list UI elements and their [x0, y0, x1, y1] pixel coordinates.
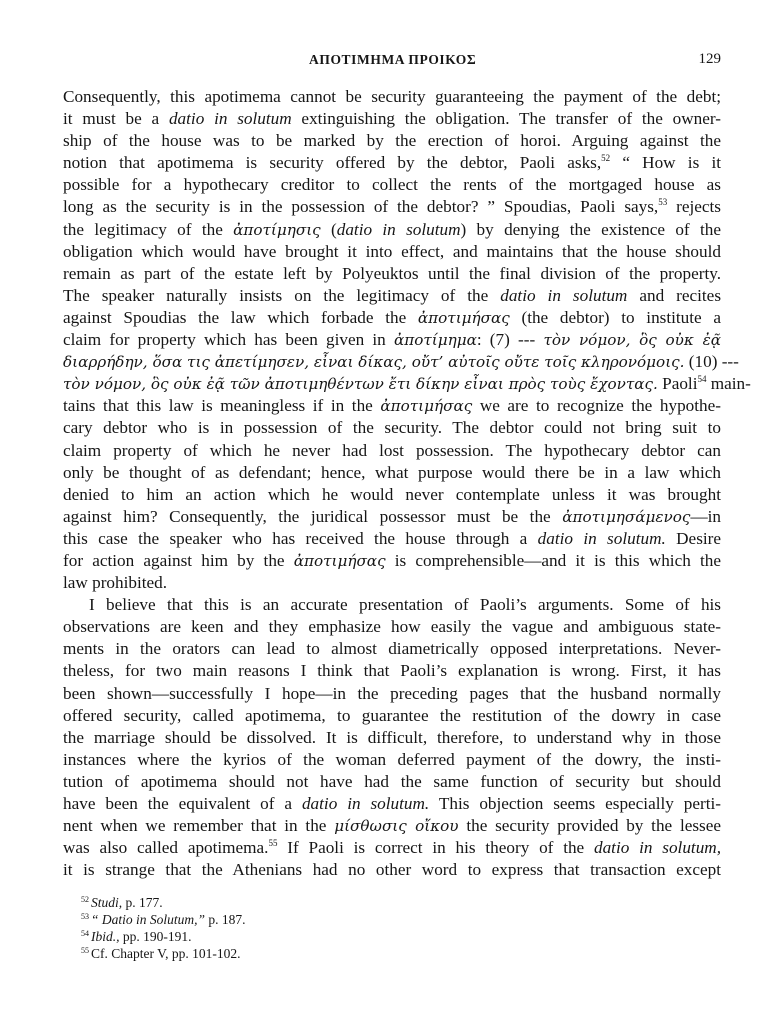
- text-line: theless, for two main reasons I think that Paoli’s explanation is wrong. First, it has: [63, 661, 721, 681]
- running-title: ΑΠΟΤΙΜΗΜΑ ΠΡΟΙΚΟΣ: [309, 52, 477, 67]
- page: [63, 50, 751, 881]
- footnote-ref: 55: [268, 838, 278, 849]
- greek-term: ἀποτιμήσας: [417, 308, 510, 327]
- footnote: $^{54}$ Ibid., pp. 190-191.: [81, 929, 192, 944]
- text-line: claim property of which he never had lost possession. The hypothecary debtor can: [63, 440, 721, 460]
- text-line: claim for property which has been given in ἀποτίμημα: (7) --- τὸν νόμον, ὃς οὐκ ἐᾷ: [63, 330, 721, 350]
- text-line: it must be a datio in solutum extinguishing the obligation. The transfer of the owner-: [63, 109, 721, 129]
- text-line: was also called apotimema.$^{55}$ If Paoli is correct in his theory of the datio in solutum,: [63, 838, 721, 858]
- footnote: $^{53}$ “ Datio in Solutum,” p. 187.: [81, 912, 246, 927]
- greek-term: μίσθωσις οἴκου: [334, 817, 459, 836]
- running-header: [63, 50, 721, 72]
- text-line: it is strange that the Athenians had no other word to express that transaction except: [63, 860, 721, 880]
- greek-quote: τὸν νόμον, ὃς οὐκ ἐᾷ: [543, 331, 721, 350]
- body-text: [63, 86, 751, 881]
- text-line: the marriage should be dissolved. It is difficult, therefore, to understand why in those: [63, 727, 721, 747]
- text-line: tution of apotimema should not have had the same function of security but should: [63, 771, 721, 791]
- text-line: ments in the orators can lead to almost diametrically opposed interpretations. Never-: [63, 639, 721, 659]
- text-line: denied to him an action which he would never contemplate unless it was brought: [63, 484, 721, 504]
- text-line: offered security, called apotimema, to guarantee the restitution of the dowry in case: [63, 705, 721, 725]
- greek-quote: τὸν νόμον, ὃς οὐκ ἐᾷ τῶν ἀποτιμηθέντων ἔτι δίκην εἶναι πρὸς τοὺς ἔχοντας.: [63, 375, 658, 394]
- greek-term: ἀποτίμησις: [233, 220, 321, 239]
- text-line: long as the security is in the possession of the debtor? ” Spoudias, Paoli says,$^{53}$ rejects: [63, 197, 721, 217]
- text-line: only be thought of as defendant; hence, what purpose would there be in a law which: [63, 462, 721, 482]
- text-line: law prohibited.: [63, 573, 168, 593]
- footnote-ref: 53: [658, 197, 668, 208]
- footnote: $^{52}$ Studi, p. 177.: [81, 895, 163, 910]
- footnotes: [81, 894, 246, 962]
- text-line: tains that this law is meaningless if in the ἀποτιμήσας we are to recognize the hypothe-: [63, 396, 721, 416]
- footnote-ref: 54: [697, 374, 707, 385]
- text-line: possible for a hypothecary creditor to collect the rents of the mortgaged house as: [63, 175, 721, 195]
- text-line: cary debtor who is in possession of the security. The debtor could not bring suit to: [63, 418, 721, 438]
- greek-term: ἀποτιμήσας: [293, 551, 386, 570]
- greek-term: ἀποτιμήσας: [380, 397, 473, 416]
- paragraph-2: [63, 594, 721, 881]
- text-line: notion that apotimema is security offered by the debtor, Paoli asks,$^{52}$ “ How is it: [63, 153, 722, 173]
- text-line: I believe that this is an accurate presentation of Paoli’s arguments. Some of his: [89, 595, 721, 615]
- greek-term: ἀποτιμησάμενος: [562, 507, 691, 526]
- text-line: been shown—successfully I hope—in the preceding pages that the husband normally: [63, 683, 721, 703]
- text-line: instances where the kyrios of the woman deferred payment of the dowry, the insti-: [63, 749, 721, 769]
- text-line: against Spoudias the law which forbade the ἀποτιμήσας (the debtor) to institute a: [63, 307, 722, 327]
- footnote-ref: 52: [601, 153, 611, 164]
- text-line: Consequently, this apotimema cannot be security guaranteeing the payment of the debt;: [63, 87, 721, 106]
- text-line: the legitimacy of the ἀποτίμησις (datio in solutum) by denying the existence of the: [63, 219, 721, 239]
- text-line: nent when we remember that in the μίσθωσις οἴκου the security provided by the lessee: [63, 816, 722, 836]
- footnote: $^{55}$ Cf. Chapter V, pp. 101-102.: [81, 946, 241, 961]
- text-line: have been the equivalent of a datio in solutum. This objection seems especially perti-: [63, 794, 721, 813]
- text-line: this case the speaker who has received the house through a datio in solutum. Desire: [63, 528, 722, 548]
- greek-term: ἀποτίμημα: [393, 331, 477, 350]
- text-line: observations are keen and they emphasize how easily the vague and ambiguous state-: [63, 617, 721, 637]
- text-line: The speaker naturally insists on the legitimacy of the datio in solutum and recites: [63, 285, 722, 305]
- footnote-number: 55: [81, 946, 89, 955]
- page-number: 129: [698, 51, 721, 67]
- text-line: obligation which would have brought it into effect, and maintains that the house should: [63, 241, 721, 261]
- footnote-number: 53: [81, 912, 89, 921]
- footnote-number: 52: [81, 895, 89, 904]
- paragraph-1: [63, 86, 751, 594]
- footnote-number: 54: [81, 929, 89, 938]
- text-line: διαρρήδην, ὅσα τις ἀπετίμησεν, εἶναι δίκας, οὔτ’ αὐτοῖς οὔτε τοῖς κληρονόμοις. (10) ---: [63, 352, 739, 372]
- text-line: for action against him by the ἀποτιμήσας is comprehensible—and it is this which the: [63, 550, 721, 570]
- text-line: τὸν νόμον, ὃς οὐκ ἐᾷ τῶν ἀποτιμηθέντων ἔτι δίκην εἶναι πρὸς τοὺς ἔχοντας. Paoli$^{54}$ main-: [63, 374, 751, 394]
- text-line: remain as part of the estate left by Polyeuktos until the final division of the property.: [63, 263, 721, 283]
- text-line: ship of the house was to be marked by the erection of horoi. Arguing against the: [63, 131, 721, 151]
- greek-quote: διαρρήδην, ὅσα τις ἀπετίμησεν, εἶναι δίκας, οὔτ’ αὐτοῖς οὔτε τοῖς κληρονόμοις.: [63, 353, 685, 372]
- text-line: against him? Consequently, the juridical possessor must be the ἀποτιμησάμενος—in: [63, 506, 721, 526]
